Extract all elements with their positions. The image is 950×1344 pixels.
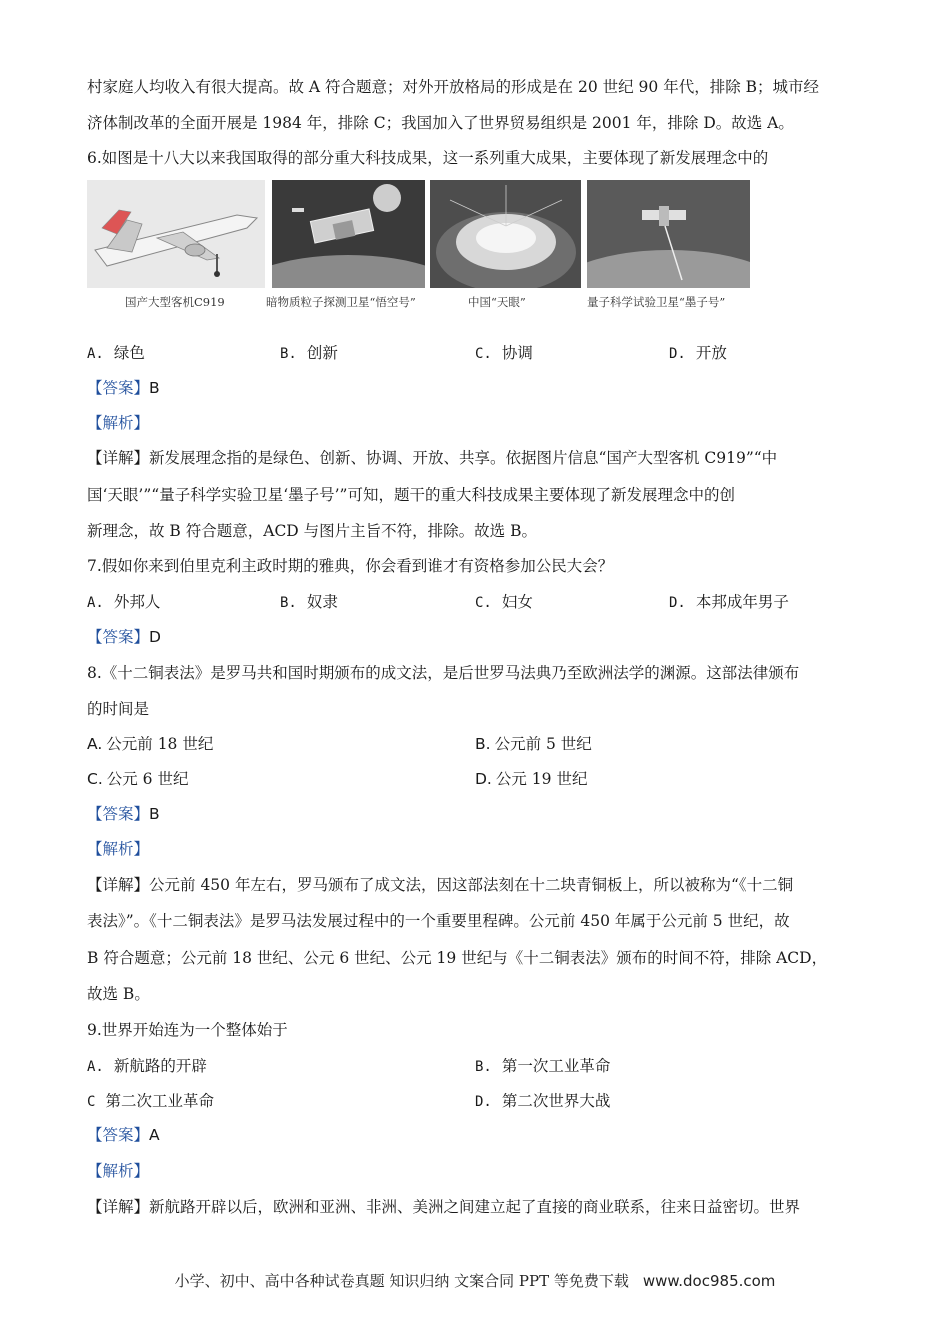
- question-9-stem: 9.世界开始连为一个整体始于: [87, 1021, 288, 1039]
- figure-mozi: [587, 180, 750, 309]
- option-b[interactable]: B. 第一次工业革命: [475, 1057, 611, 1075]
- detail-label: 【详解】: [87, 876, 150, 894]
- detail-label: 【详解】: [87, 449, 150, 467]
- answer-value: B: [149, 805, 160, 823]
- answer-label: 【答案】: [87, 379, 150, 397]
- question-8-options: [87, 768, 866, 790]
- airplane-photo: [87, 180, 265, 288]
- figure-caption: 国产大型客机C919: [125, 295, 225, 309]
- question-8-options: [87, 733, 866, 755]
- answer-line: [87, 803, 866, 825]
- option-c[interactable]: C. 协调: [475, 344, 533, 362]
- question-8-stem: 8.《十二铜表法》是罗马共和国时期颁布的成文法，是后世罗马法典乃至欧洲法学的渊源。这部法律颁布: [87, 664, 800, 682]
- question-7-stem: 7.假如你来到伯里克利主政时期的雅典，你会看到谁才有资格参加公民大会？: [87, 557, 614, 575]
- detail-line: 【详解】公元前 450 年左右，罗马颁布了成文法，因这部法刻在十二块青铜板上，所以被称为“《十二铜: [87, 876, 794, 894]
- figure-tianyan: [430, 180, 581, 309]
- analysis-label: 【解析】: [87, 840, 150, 858]
- option-b[interactable]: B. 创新: [280, 344, 338, 362]
- answer-line: [87, 626, 866, 648]
- page-footer: [0, 1270, 950, 1291]
- analysis-label: 【解析】: [87, 1162, 150, 1180]
- detail-line: B 符合题意；公元前 18 世纪、公元 6 世纪、公元 19 世纪与《十二铜表法》颁布的时间不符，排除 ACD，: [87, 949, 828, 967]
- question-7-options: [87, 591, 866, 613]
- option-a[interactable]: A. 公元前 18 世纪: [87, 735, 214, 753]
- answer-value: D: [149, 628, 161, 646]
- answer-label: 【答案】: [87, 628, 150, 646]
- telescope-photo: [430, 180, 581, 288]
- footer-link[interactable]: www.doc985.com: [642, 1272, 776, 1290]
- figure-c919: [87, 180, 265, 309]
- figure-wukong: [266, 180, 425, 309]
- answer-label: 【答案】: [87, 1126, 150, 1144]
- question-9-options: [87, 1090, 866, 1112]
- detail-line: 国‘天眼’”“量子科学实验卫星‘墨子号’”可知，题干的重大科技成果主要体现了新发展理念中的创: [87, 486, 735, 504]
- detail-line: 【详解】新航路开辟以后，欧洲和亚洲、非洲、美洲之间建立起了直接的商业联系，往来日益密切。世界: [87, 1198, 801, 1216]
- option-c[interactable]: C. 公元 6 世纪: [87, 770, 189, 788]
- option-a[interactable]: A. 新航路的开辟: [87, 1057, 207, 1075]
- option-b[interactable]: B. 公元前 5 世纪: [475, 735, 592, 753]
- question-9-options: [87, 1055, 866, 1077]
- answer-label: 【答案】: [87, 805, 150, 823]
- analysis-label: 【解析】: [87, 414, 150, 432]
- detail-label: 【详解】: [87, 1198, 150, 1216]
- question-6-figures: [87, 180, 757, 315]
- answer-value: A: [149, 1126, 160, 1144]
- paragraph-line: 村家庭人均收入有很大提高。故 A 符合题意；对外开放格局的形成是在 20 世纪 90 年代，排除 B；城市经: [87, 78, 820, 96]
- option-a[interactable]: A. 外邦人: [87, 593, 161, 611]
- footer-text: 小学、初中、高中各种试卷真题 知识归纳 文案合同 PPT 等免费下载: [174, 1272, 629, 1290]
- paragraph-line: 济体制改革的全面开展是 1984 年，排除 C；我国加入了世界贸易组织是 2001 年，排除 D。故选 A。: [87, 114, 794, 132]
- option-d[interactable]: D. 公元 19 世纪: [475, 770, 588, 788]
- quantum-satellite-photo: [587, 180, 750, 288]
- question-8-stem: 的时间是: [87, 700, 150, 718]
- figure-caption: 中国“天眼”: [468, 295, 526, 309]
- figure-caption: 量子科学试验卫星“墨子号”: [587, 295, 726, 309]
- option-d[interactable]: D. 第二次世界大战: [475, 1092, 611, 1110]
- option-d[interactable]: D. 本邦成年男子: [669, 593, 789, 611]
- option-b[interactable]: B. 奴隶: [280, 593, 338, 611]
- detail-line: 故选 B。: [87, 985, 150, 1003]
- option-c[interactable]: C. 妇女: [475, 593, 533, 611]
- question-6-stem: 6.如图是十八大以来我国取得的部分重大科技成果，这一系列重大成果，主要体现了新发展理念中的: [87, 149, 769, 167]
- option-a[interactable]: A. 绿色: [87, 344, 145, 362]
- question-6-options: [87, 342, 866, 364]
- answer-line: [87, 1124, 866, 1146]
- detail-line: 【详解】新发展理念指的是绿色、创新、协调、开放、共享。依据图片信息“国产大型客机 C919”“中: [87, 449, 778, 467]
- option-c[interactable]: C 第二次工业革命: [87, 1092, 214, 1110]
- detail-line: 新理念，故 B 符合题意，ACD 与图片主旨不符，排除。故选 B。: [87, 522, 537, 540]
- answer-line: [87, 377, 866, 399]
- figure-caption: 暗物质粒子探测卫星“悟空号”: [266, 295, 416, 309]
- detail-line: 表法》”。《十二铜表法》是罗马法发展过程中的一个重要里程碑。公元前 450 年属于公元前 5 世纪，故: [87, 912, 790, 930]
- satellite-photo: [272, 180, 425, 288]
- option-d[interactable]: D. 开放: [669, 344, 727, 362]
- answer-value: B: [149, 379, 160, 397]
